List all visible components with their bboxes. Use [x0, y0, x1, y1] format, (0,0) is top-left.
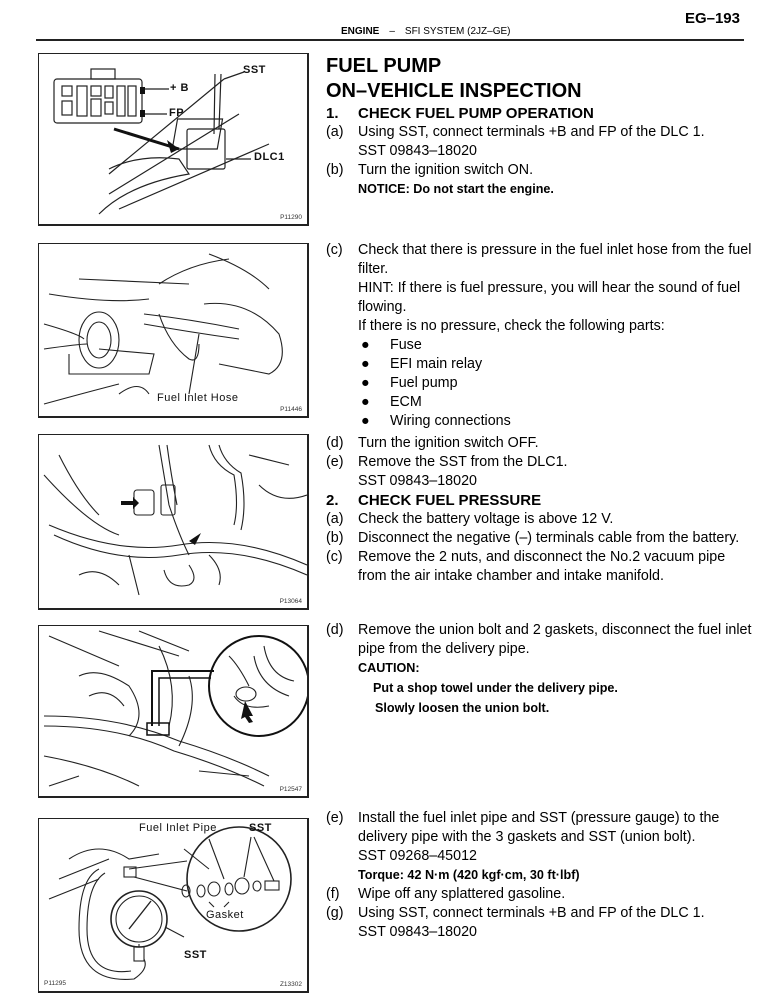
item-label: (a): [326, 511, 344, 527]
figure-vacuum-pipe: [38, 434, 309, 610]
list-item: [358, 412, 756, 431]
part-name: Fuel pump: [390, 375, 458, 391]
step2-d: [326, 621, 756, 659]
item-text: Remove the 2 nuts, and disconnect the No.2 vacuum pipe from the air intake chamber and intake manifold.: [358, 549, 726, 584]
step1-a: [326, 123, 756, 142]
list-item: [358, 355, 756, 374]
dlc1-illustration: [39, 54, 307, 224]
label-sst: SST: [243, 64, 266, 76]
step1-c-block: [326, 241, 756, 431]
step1-a-sst: SST 09843–18020: [358, 143, 477, 159]
bullet-icon: ●: [361, 375, 370, 391]
section-title-block: [326, 54, 756, 199]
figure-dlc1-connector: [38, 53, 309, 226]
item-label: (a): [326, 124, 344, 140]
step2-g-sst: SST 09843–18020: [358, 924, 477, 940]
part-name: EFI main relay: [390, 356, 483, 372]
running-header: [341, 26, 510, 37]
label-dlc1: DLC1: [254, 151, 285, 163]
page-number: EG–193: [684, 10, 740, 27]
figure-id: P11446: [280, 406, 302, 413]
caution-label: CAUTION:: [358, 661, 420, 675]
item-label: (f): [326, 886, 340, 902]
item-label: (d): [326, 435, 344, 451]
item-text: Disconnect the negative (–) terminals cable from the battery.: [358, 530, 740, 546]
item-text: Install the fuel inlet pipe and SST (pressure gauge) to the delivery pipe with the 3 gaskets and SST (union bolt).: [358, 810, 720, 845]
part-name: Fuse: [390, 337, 422, 353]
item-text: Turn the ignition switch ON.: [358, 162, 534, 178]
item-label: (e): [326, 454, 344, 470]
item-label: (e): [326, 810, 344, 826]
figure-union-bolt: [38, 625, 309, 798]
figure-id: P11290: [280, 214, 302, 221]
list-item: [358, 374, 756, 393]
pressure-gauge-illustration: [39, 819, 307, 991]
figure-id: Z13302: [279, 981, 302, 988]
list-item: [358, 393, 756, 412]
item-label: (b): [326, 162, 344, 178]
section-name: ENGINE: [341, 26, 380, 37]
step2-d-block: [326, 621, 756, 718]
item-text: Wipe off any splattered gasoline.: [358, 886, 566, 902]
item-text: Remove the SST from the DLC1.: [358, 454, 568, 470]
label-plus-b: + B: [170, 82, 189, 94]
step1-number: 1.: [326, 105, 339, 122]
label-gasket: Gasket: [206, 909, 244, 921]
item-text: Turn the ignition switch OFF.: [358, 435, 539, 451]
step2-e-sst: SST 09268–45012: [358, 848, 477, 864]
item-label: (c): [326, 242, 343, 258]
step2-number: 2.: [326, 492, 339, 509]
list-item: [358, 336, 756, 355]
step1-d: [326, 434, 756, 453]
item-text: Check that there is pressure in the fuel inlet hose from the fuel filter.: [358, 242, 752, 277]
header-separator: –: [389, 26, 395, 37]
step1-c-if-none: If there is no pressure, check the following parts:: [358, 318, 665, 334]
step2-e: [326, 809, 756, 847]
vacuum-pipe-illustration: [39, 435, 307, 608]
title-line2: ON–VEHICLE INSPECTION: [326, 80, 582, 102]
figure-pressure-gauge: [38, 818, 309, 993]
union-bolt-illustration: [39, 626, 307, 796]
step2-b: [326, 529, 756, 548]
step2-heading: CHECK FUEL PRESSURE: [358, 492, 542, 509]
step2-g: [326, 904, 756, 923]
item-text: Check the battery voltage is above 12 V.: [358, 511, 614, 527]
bullet-icon: ●: [361, 337, 370, 353]
step2-c: [326, 548, 756, 586]
caution-item: Slowly loosen the union bolt.: [375, 701, 550, 715]
figure-id-secondary: P11295: [44, 980, 66, 987]
title-line1: FUEL PUMP: [326, 55, 442, 77]
figure-id: P13064: [279, 598, 302, 605]
step1-heading: CHECK FUEL PUMP OPERATION: [358, 105, 594, 122]
bullet-icon: ●: [361, 356, 370, 372]
figure-fuel-inlet-hose: [38, 243, 309, 418]
subsection-name: SFI SYSTEM (2JZ–GE): [404, 26, 511, 37]
step1-de-step2-block: [326, 434, 756, 586]
fuel-inlet-hose-illustration: [39, 244, 307, 416]
figure-id: P12547: [279, 786, 302, 793]
item-label: (g): [326, 905, 344, 921]
bullet-icon: ●: [361, 413, 370, 429]
item-label: (c): [326, 549, 343, 565]
step1-e-sst: SST 09843–18020: [358, 473, 477, 489]
step1-b: [326, 161, 756, 180]
caution-item: Put a shop towel under the delivery pipe.: [373, 681, 618, 695]
item-text: Remove the union bolt and 2 gaskets, disconnect the fuel inlet pipe from the delivery pipe.: [358, 622, 752, 657]
step2-heading-row: [326, 491, 756, 510]
label-fuel-inlet-hose: Fuel Inlet Hose: [157, 392, 239, 404]
label-fuel-inlet-pipe: Fuel Inlet Pipe: [139, 822, 217, 834]
step2-f: [326, 885, 756, 904]
step2-a: [326, 510, 756, 529]
parts-list: [326, 336, 756, 431]
label-fp: FP: [169, 107, 185, 119]
step1-e: [326, 453, 756, 472]
item-label: (d): [326, 622, 344, 638]
step1-b-notice: NOTICE: Do not start the engine.: [358, 182, 554, 196]
part-name: Wiring connections: [390, 413, 511, 429]
step2-efg-block: [326, 809, 756, 942]
label-sst-gauge: SST: [184, 949, 207, 961]
item-text: Using SST, connect terminals +B and FP of the DLC 1.: [358, 124, 705, 140]
step1-c-hint: HINT: If there is fuel pressure, you will hear the sound of fuel flowing.: [358, 280, 741, 315]
label-sst-union-bolt: SST: [249, 822, 272, 834]
step1-c: [326, 241, 756, 279]
part-name: ECM: [390, 394, 422, 410]
torque-spec: Torque: 42 N·m (420 kgf·cm, 30 ft·lbf): [358, 868, 580, 882]
step1-heading-row: [326, 104, 756, 123]
item-label: (b): [326, 530, 344, 546]
header-rule: [36, 39, 744, 41]
bullet-icon: ●: [361, 394, 370, 410]
item-text: Using SST, connect terminals +B and FP of the DLC 1.: [358, 905, 705, 921]
